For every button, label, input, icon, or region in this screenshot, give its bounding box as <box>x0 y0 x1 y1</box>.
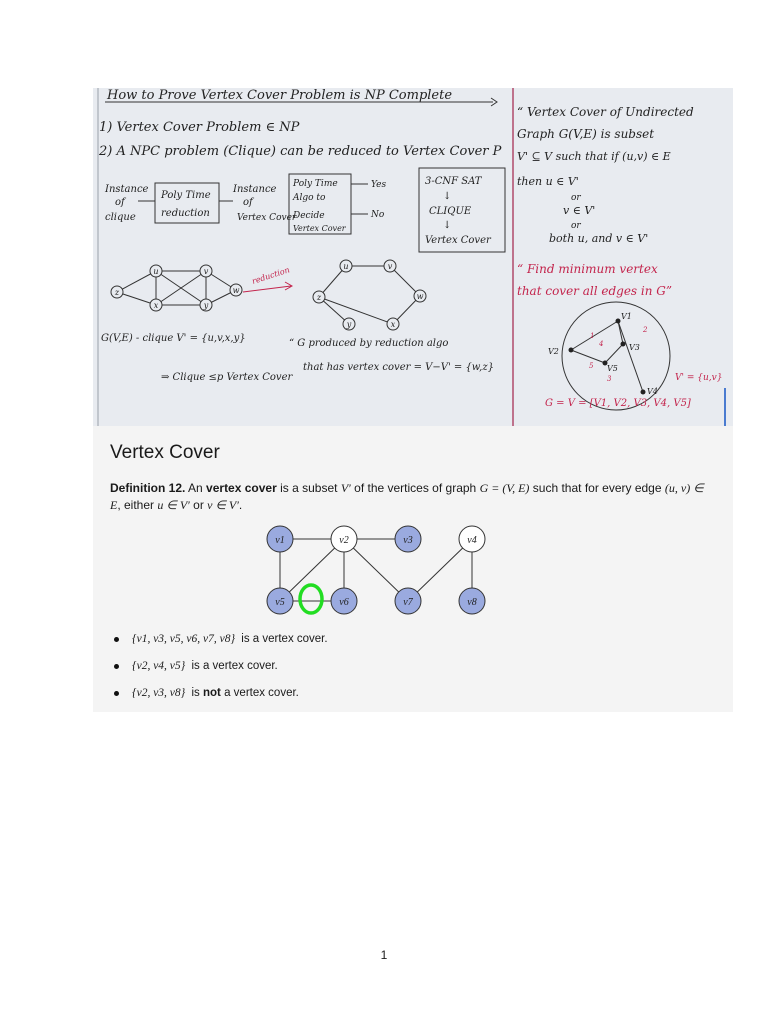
svg-text:V4: V4 <box>647 387 658 396</box>
svg-text:2: 2 <box>643 326 648 334</box>
svg-text:w: w <box>232 286 240 295</box>
bullet-list <box>110 626 328 707</box>
green-circle-annotation <box>300 585 322 613</box>
svg-text:u: u <box>153 267 159 276</box>
svg-text:Vertex Cover: Vertex Cover <box>425 235 491 246</box>
svg-text:V1: V1 <box>621 312 632 321</box>
svg-text:that has vertex cover = V−V' =: that has vertex cover = V−V' = {w,z} <box>303 362 494 373</box>
board-step-1: 1) Vertex Cover Problem ∈ NP <box>99 120 300 135</box>
reduces-note: ⇒ Clique ≤p Vertex Cover <box>161 372 293 383</box>
bullet-item: {v1, v3, v5, v6, v7, v8} is a vertex cover. <box>110 626 328 653</box>
svg-text:Algo to: Algo to <box>293 193 326 203</box>
svg-text:Instance: Instance <box>233 184 277 195</box>
board-find-note: “ Find minimum vertex <box>517 262 658 276</box>
definition-text: Definition 12. An vertex cover is a subset V′ of the vertices of graph G = (V, E) such that for every edge (u, v) ∈ E, either u ∈ V′ or v ∈ V′. <box>110 481 704 512</box>
bullet-item: {v2, v3, v8} is not a vertex cover. <box>110 680 328 707</box>
bullet-dot <box>114 637 119 642</box>
svg-text:v: v <box>387 262 393 271</box>
graph-edges <box>280 539 472 601</box>
svg-text:5: 5 <box>589 362 594 370</box>
svg-text:3: 3 <box>607 375 612 383</box>
svg-text:3-CNF SAT: 3-CNF SAT <box>425 176 482 187</box>
slide <box>93 426 733 712</box>
node-label-v3: v3 <box>403 535 413 546</box>
g-set-note: G = V = [V1, V2, V3, V4, V5] <box>545 398 691 409</box>
board-definition: “ Vertex Cover of Undirected <box>517 105 694 119</box>
node-label-v4: v4 <box>467 535 477 546</box>
svg-text:x: x <box>153 301 159 310</box>
svg-text:Poly Time: Poly Time <box>161 190 211 201</box>
whiteboard-drawing <box>93 88 733 426</box>
board-title: How to Prove Vertex Cover Problem is NP Complete <box>107 88 453 103</box>
whiteboard-photo <box>93 88 733 426</box>
svg-text:clique: clique <box>105 212 136 223</box>
svg-text:1: 1 <box>590 332 595 340</box>
board-step-2: 2) A NPC problem (Clique) can be reduced to Vertex Cover P <box>99 144 502 159</box>
svg-text:CLIQUE: CLIQUE <box>429 206 472 217</box>
svg-text:4: 4 <box>599 340 604 348</box>
svg-text:y: y <box>346 320 352 329</box>
reduction-label: reduction <box>250 265 291 286</box>
clique-note: G(V,E) - clique V' = {u,v,x,y} <box>101 333 246 344</box>
svg-text:V5: V5 <box>607 364 618 373</box>
svg-text:y: y <box>203 301 209 310</box>
svg-text:or: or <box>571 193 581 203</box>
svg-text:z: z <box>316 293 322 302</box>
svg-text:V2: V2 <box>548 347 559 356</box>
svg-text:or: or <box>571 221 581 231</box>
svg-text:v ∈ V': v ∈ V' <box>563 204 596 217</box>
svg-text:both u, and v ∈ V': both u, and v ∈ V' <box>549 232 649 245</box>
svg-text:w: w <box>416 292 424 301</box>
svg-text:v: v <box>203 267 209 276</box>
svg-text:Poly Time: Poly Time <box>293 179 338 189</box>
svg-text:↓: ↓ <box>443 220 452 231</box>
vprime-answer: V' = {u,v} <box>675 373 723 383</box>
bullet-item: {v2, v4, v5} is a vertex cover. <box>110 653 328 680</box>
node-label-v8: v8 <box>467 597 477 608</box>
node-label-v7: v7 <box>403 597 413 608</box>
svg-text:u: u <box>343 262 349 271</box>
bullet-dot <box>114 664 119 669</box>
node-label-v1: v1 <box>275 535 285 546</box>
produced-note: “ G produced by reduction algo <box>289 338 449 349</box>
page-number: 1 <box>380 948 388 962</box>
node-label-v6: v6 <box>339 597 349 608</box>
svg-text:V' ⊆ V such that if (u,v) ∈ E: V' ⊆ V such that if (u,v) ∈ E <box>517 150 671 163</box>
node-label-v2: v2 <box>339 535 349 546</box>
svg-text:z: z <box>114 288 120 297</box>
svg-text:Graph G(V,E) is subset: Graph G(V,E) is subset <box>517 127 655 141</box>
svg-text:↓: ↓ <box>443 191 452 202</box>
svg-text:Yes: Yes <box>371 180 387 190</box>
svg-text:No: No <box>371 210 385 220</box>
svg-text:x: x <box>390 320 396 329</box>
svg-text:that cover all edges in G”: that cover all edges in G” <box>517 284 673 298</box>
svg-text:of: of <box>243 197 253 208</box>
svg-text:Vertex Cover: Vertex Cover <box>237 213 297 223</box>
vertex-cover-graph <box>253 522 493 616</box>
flow-instance-clique-1: Instance <box>105 184 149 195</box>
bullet-dot <box>114 691 119 696</box>
svg-text:reduction: reduction <box>161 208 210 219</box>
svg-text:Decide: Decide <box>293 211 325 221</box>
slide-title: Vertex Cover <box>110 442 220 463</box>
svg-text:V3: V3 <box>629 343 640 352</box>
node-label-v5: v5 <box>275 597 285 608</box>
svg-text:then u ∈ V': then u ∈ V' <box>517 175 579 188</box>
svg-text:of: of <box>115 197 125 208</box>
svg-text:Vertex Cover: Vertex Cover <box>293 224 346 233</box>
